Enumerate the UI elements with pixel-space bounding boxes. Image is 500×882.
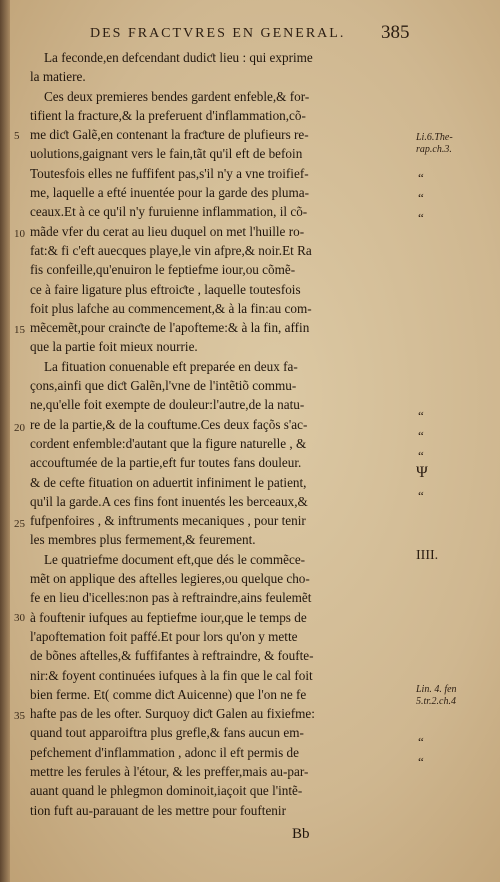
text-line: mãde vfer du cerat au lieu duquel on met l'huille ro-: [30, 223, 305, 239]
text-line: La fituation conuenable eft preparée en deux fa-: [44, 358, 298, 374]
text-line: fe en lieu d'icelles:non pas à reftraindre,ains feulemẽt: [30, 590, 312, 606]
signature-mark: Bb: [292, 826, 310, 842]
text-line: la matiere.: [30, 69, 86, 85]
text-line: auant quand le phlegmon dominoit,iaçoit que l'intẽ-: [30, 783, 303, 799]
line-number-10: 10: [14, 228, 25, 240]
text-line: ne,qu'elle foit exempte de douleur:l'autre,de la natu-: [30, 397, 305, 413]
line-number-15: 15: [14, 324, 25, 336]
quote-mark: “: [418, 170, 424, 185]
text-line: l'apoftemation foit paffé.Et pour lors qu'on y mette: [30, 628, 298, 644]
text-line: fat:& fi c'eft auecques playe,le vin afpre,& noir.Et Ra: [30, 242, 312, 258]
text-line: pefchement d'inflammation , adonc il eft permis de: [30, 744, 299, 760]
text-line: me diƈt Galẽ,en contenant la fraƈture de plufieurs re-: [30, 127, 309, 143]
text-line: & de cefte fituation on aduertit infiniment le patient,: [30, 474, 307, 490]
text-line: Toutesfois elles ne fuffifent pas,s'il n'y a vne troifief-: [30, 165, 309, 181]
line-number-25: 25: [14, 518, 25, 530]
text-line: bien ferme. Et( comme diƈt Auicenne) que l'on ne fe: [30, 686, 307, 702]
text-line: quand tout apparoiftra plus grefle,& fans aucun em-: [30, 725, 304, 741]
text-line: les membres plus fermement,& feurement.: [30, 532, 256, 548]
text-line: uolutions,gaignant vers le fain,tãt qu'il eft de befoin: [30, 146, 303, 162]
text-line: re de la partie,& de la couftume.Ces deux façõs s'ac-: [30, 416, 308, 432]
line-number-20: 20: [14, 422, 25, 434]
text-line: çons,ainfi que diƈt Galẽn,l'vne de l'intẽtiõ commu-: [30, 378, 297, 394]
text-line: Ces deux premieres bendes gardent enfeble,& for-: [44, 88, 310, 104]
text-line: de bõnes aftelles,& fuffifantes à reftraindre, & foufte-: [30, 648, 314, 664]
quote-mark: “: [418, 210, 424, 225]
text-line: La feconde,en defcendant dudiƈt lieu : qui exprime: [44, 50, 313, 65]
text-line: foit plus lafche au commencement,& à la fin:au com-: [30, 300, 312, 316]
text-line: hafte pas de les ofter. Surquoy diƈt Galen au fixiefme:: [30, 706, 315, 722]
line-number-35: 35: [14, 710, 25, 722]
text-line: ceaux.Et à ce qu'il n'y furuienne inflammation, il cõ-: [30, 204, 308, 220]
page-gutter-shadow: [0, 0, 10, 882]
text-line: mettre les ferules à l'étour, & les preffer,mais au-par-: [30, 763, 309, 779]
text-line: me, laquelle a efté inuentée pour la garde des pluma-: [30, 185, 310, 201]
quote-mark: “: [418, 190, 424, 205]
section-mark: Ψ: [416, 464, 428, 481]
quote-mark: “: [418, 754, 424, 769]
section-numeral: IIII.: [416, 548, 439, 563]
page-number: 385: [381, 22, 410, 43]
text-line: mẽt on applique des aftelles legieres,ou quelque cho-: [30, 571, 310, 587]
text-line: accouftumée de la partie,eft fur toutes fans douleur.: [30, 455, 302, 471]
text-line: mẽcemẽt,pour crainƈte de l'apofteme:& à la fin, affin: [30, 320, 310, 336]
text-line: tion fuft au-parauant de les mettre pour fouftenir: [30, 802, 286, 818]
text-line: fis confeille,qu'enuiron le feptiefme iour,ou cõmẽ-: [30, 262, 296, 278]
text-line: nir:& foyent continuées iufques à la fin que le cal foit: [30, 667, 313, 683]
text-line: cordent enfemble:d'autant que la figure naturelle , &: [30, 435, 307, 451]
body-text: [30, 48, 415, 820]
margin-reference-galen: Li.6.The- rap.ch.3.: [416, 132, 453, 155]
text-line: qu'il la garde.A ces fins font inuentés les berceaux,&: [30, 493, 308, 509]
text-line: Le quatriefme document eft,que dés le commẽce-: [44, 551, 306, 567]
quote-mark: “: [418, 734, 424, 749]
text-line: ce à faire ligature plus eftroiƈte , laquelle toutesfois: [30, 281, 301, 297]
text-line: à fouftenir iufques au feptiefme iour,que le temps de: [30, 609, 307, 625]
line-number-30: 30: [14, 612, 25, 624]
text-line: fufpenfoires , & inftruments mecaniques , pour tenir: [30, 513, 306, 529]
line-number-5: 5: [14, 130, 20, 142]
quote-mark: “: [418, 408, 424, 423]
text-line: que la partie foit mieux nourrie.: [30, 339, 198, 355]
quote-mark: “: [418, 428, 424, 443]
quote-mark: “: [418, 448, 424, 463]
running-header: DES FRACTVRES EN GENERAL.: [90, 26, 346, 41]
quote-mark: “: [418, 488, 424, 503]
text-line: tifient la fracture,& la preferuent d'inflammation,cõ-: [30, 107, 306, 123]
margin-reference-avicenne: Lin. 4. fen 5.tr.2.ch.4: [416, 684, 457, 707]
